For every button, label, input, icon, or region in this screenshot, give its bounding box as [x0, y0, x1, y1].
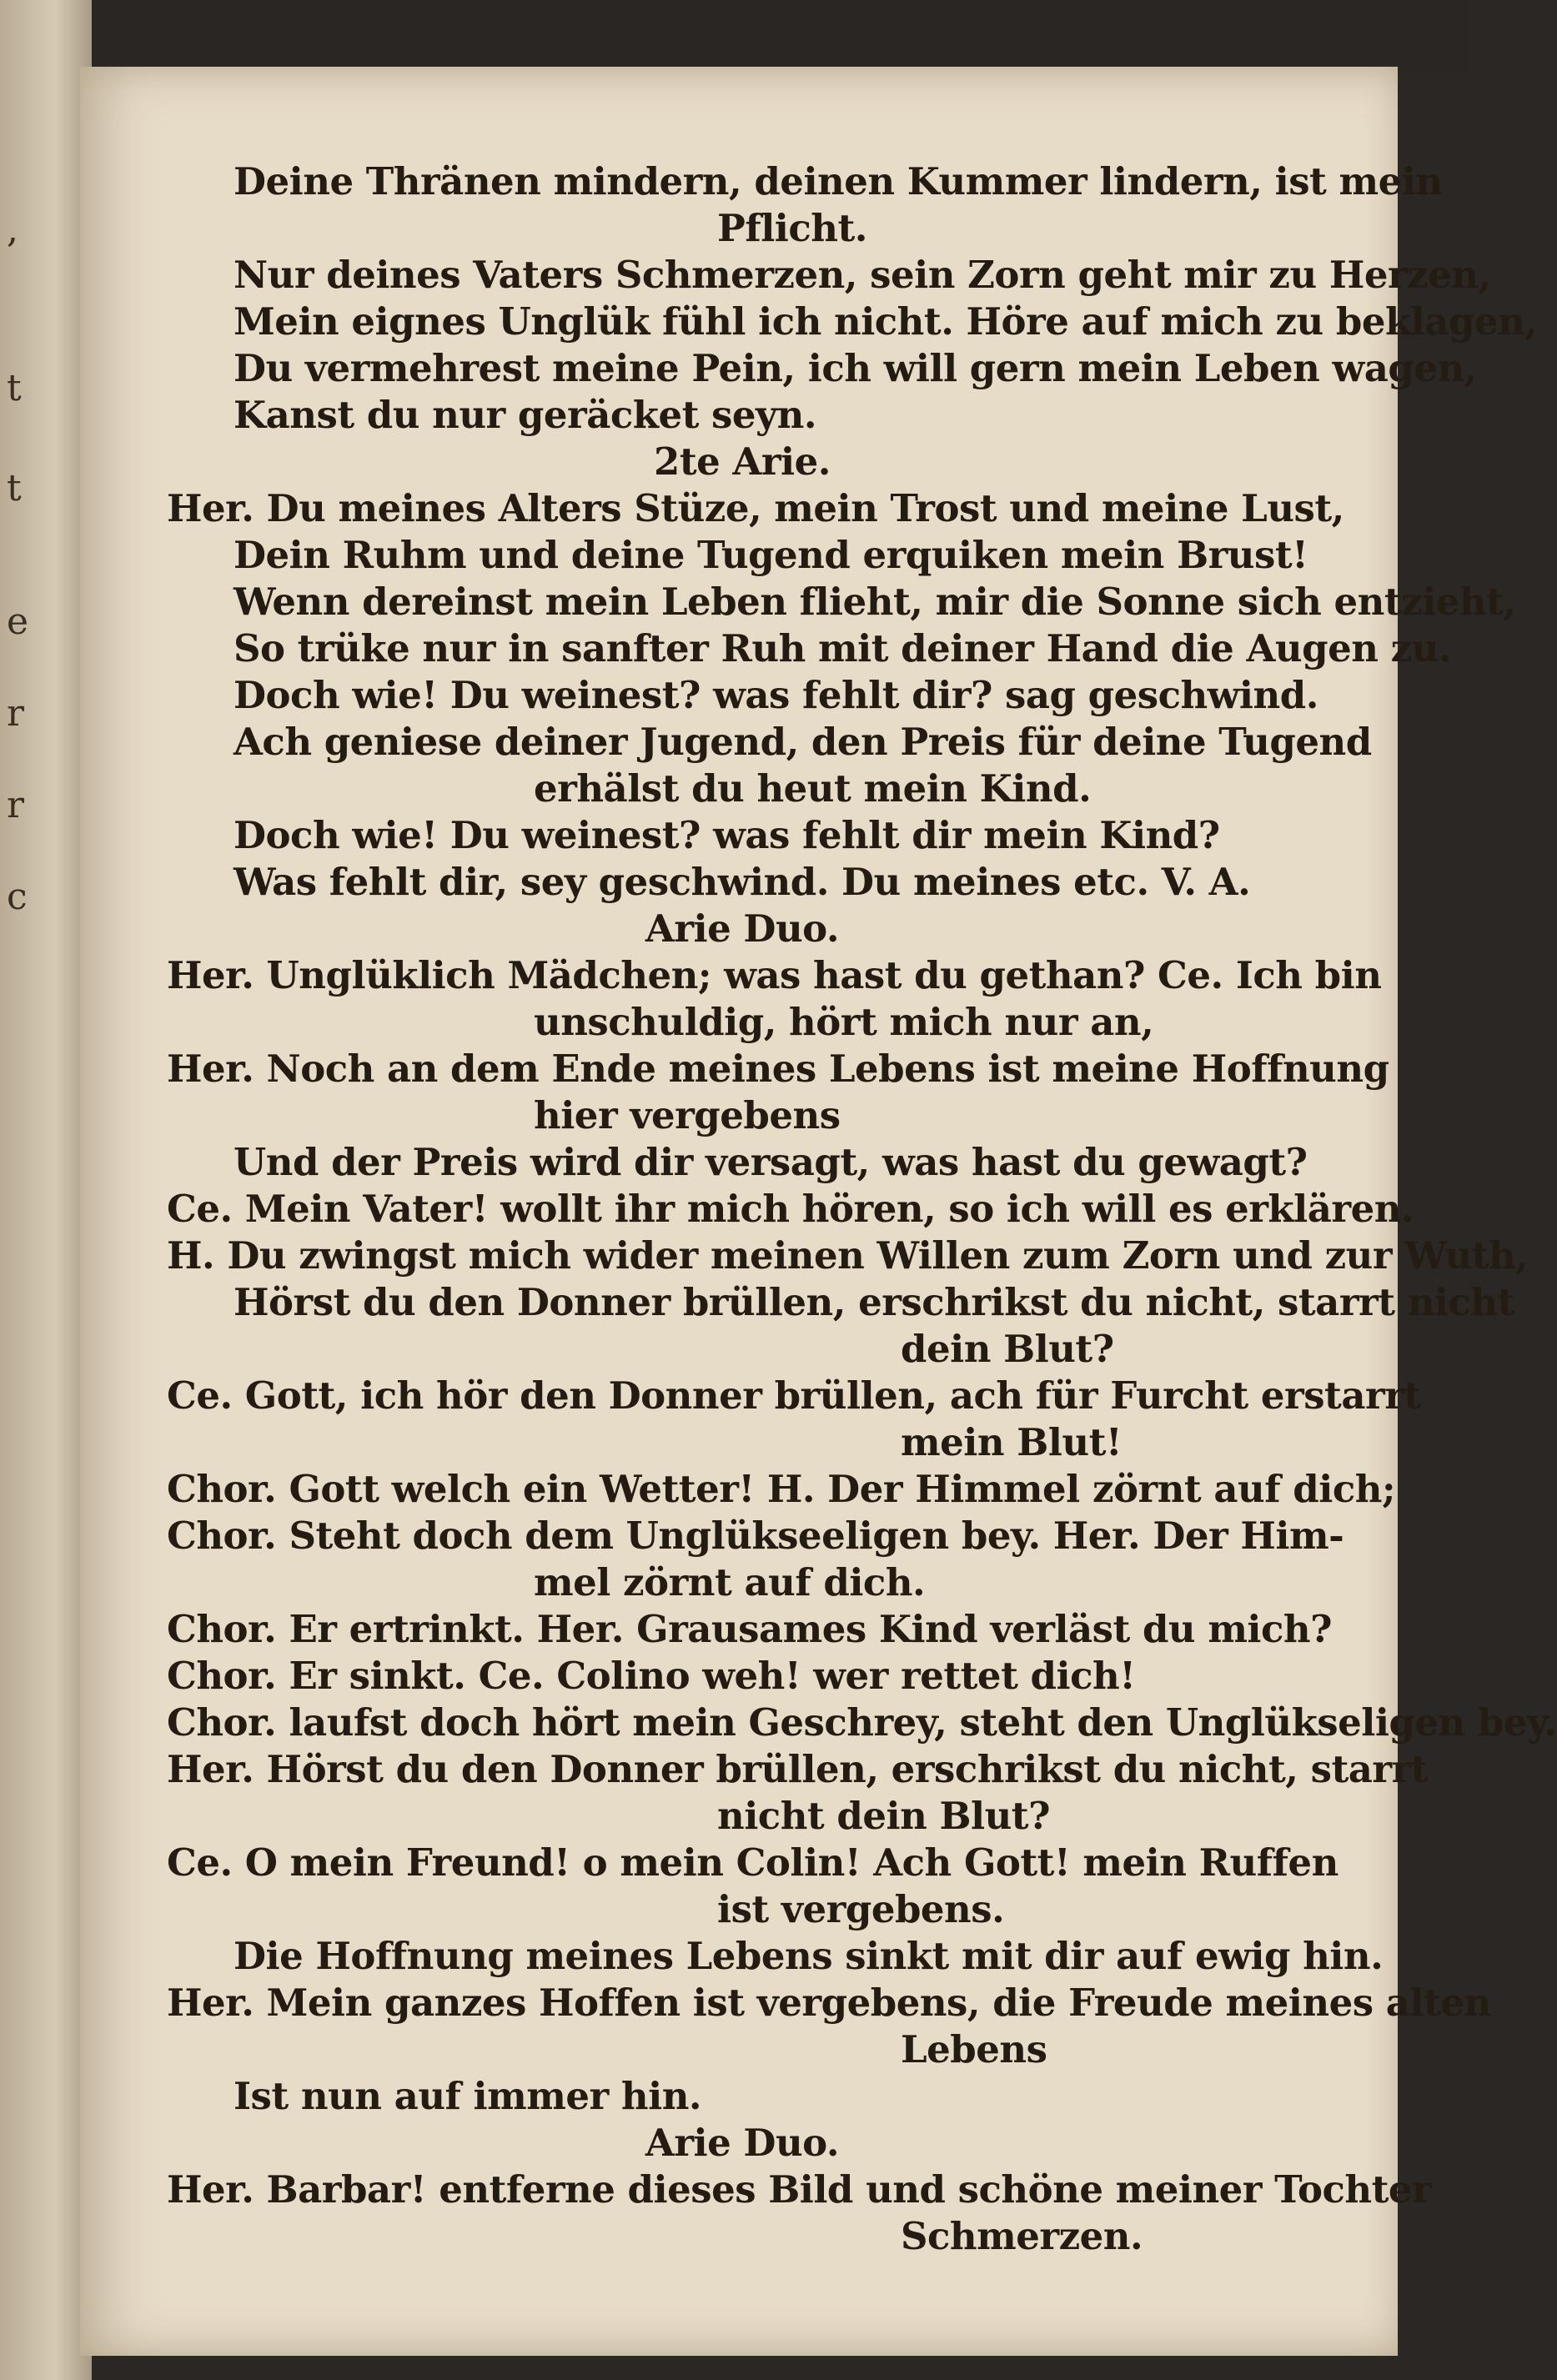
text-line: Mein eignes Unglük fühl ich nicht. Höre auf mich zu beklagen, — [234, 299, 1538, 344]
margin-glyph: , — [7, 208, 18, 251]
text-line: Ist nun auf immer hin. — [234, 2074, 702, 2118]
text-line: dein Blut? — [901, 1327, 1114, 1371]
text-line: Wenn dereinst mein Leben flieht, mir die Sonne sich entzieht, — [234, 580, 1516, 624]
text-line: erhälst du heut mein Kind. — [534, 766, 1092, 811]
text-line: Chor. laufst doch hört mein Geschrey, steht den Unglükseligen bey. — [167, 1700, 1557, 1745]
text-line: hier vergebens — [534, 1093, 841, 1137]
text-line: Her. Noch an dem Ende meines Lebens ist meine Hoffnung — [167, 1047, 1389, 1091]
margin-glyph: r — [7, 784, 25, 826]
text-line: So trüke nur in sanfter Ruh mit deiner Hand die Augen zu. — [234, 626, 1452, 670]
text-line: Her. Hörst du den Donner brüllen, erschrikst du nicht, starrt — [167, 1747, 1429, 1791]
text-line: Ach geniese deiner Jugend, den Preis für deine Tugend — [234, 720, 1372, 764]
margin-glyph: t — [7, 367, 22, 409]
text-line: Kanst du nur geräcket seyn. — [234, 393, 817, 437]
section-heading: Arie Duo. — [645, 2121, 840, 2165]
margin-glyph: r — [7, 692, 25, 735]
text-line: Doch wie! Du weinest? was fehlt dir mein Kind? — [234, 813, 1220, 857]
margin-glyph: e — [7, 600, 29, 643]
text-line: Ce. O mein Freund! o mein Colin! Ach Gott! mein Ruffen — [167, 1840, 1339, 1885]
text-line: Schmerzen. — [901, 2214, 1143, 2258]
text-line: Chor. Er sinkt. Ce. Colino weh! wer rettet dich! — [167, 1654, 1136, 1698]
text-line: Die Hoffnung meines Lebens sinkt mit dir auf ewig hin. — [234, 1934, 1384, 1978]
text-line: Lebens — [901, 2027, 1047, 2071]
text-line: Hörst du den Donner brüllen, erschrikst du nicht, starrt nicht — [234, 1280, 1514, 1324]
previous-page-margin — [0, 0, 50, 2380]
text-line: Her. Unglüklich Mädchen; was hast du gethan? Ce. Ich bin — [167, 953, 1382, 997]
text-line: Chor. Er ertrinkt. Her. Grausames Kind verläst du mich? — [167, 1607, 1333, 1651]
text-line: Nur deines Vaters Schmerzen, sein Zorn geht mir zu Herzen, — [234, 253, 1491, 297]
text-line: Ce. Gott, ich hör den Donner brüllen, ach für Furcht erstarrt — [167, 1373, 1421, 1418]
text-line: ist vergebens. — [717, 1887, 1005, 1931]
text-line: mein Blut! — [901, 1420, 1123, 1464]
margin-glyph: t — [7, 467, 22, 510]
scan-background-top — [0, 0, 1469, 75]
section-heading: 2te Arie. — [654, 439, 831, 484]
page-text — [167, 158, 1557, 2260]
text-line: H. Du zwingst mich wider meinen Willen zum Zorn und zur Wuth, — [167, 1233, 1529, 1278]
text-line: Dein Ruhm und deine Tugend erquiken mein Brust! — [234, 533, 1308, 577]
text-line: Her. Du meines Alters Stüze, mein Trost und meine Lust, — [167, 486, 1344, 530]
text-line: Deine Thränen mindern, deinen Kummer lindern, ist mein — [234, 159, 1443, 203]
text-line: Her. Mein ganzes Hoffen ist vergebens, die Freude meines alten — [167, 1981, 1491, 2025]
text-line: Pflicht. — [717, 206, 867, 250]
text-line: Chor. Steht doch dem Unglükseeligen bey. Her. Der Him- — [167, 1514, 1344, 1558]
text-line: Du vermehrest meine Pein, ich will gern mein Leben wagen, — [234, 346, 1477, 390]
text-line: Doch wie! Du weinest? was fehlt dir? sag geschwind. — [234, 673, 1318, 717]
text-line: Und der Preis wird dir versagt, was hast du gewagt? — [234, 1140, 1308, 1184]
margin-glyph: c — [7, 876, 28, 918]
text-line: nicht dein Blut? — [717, 1794, 1050, 1838]
section-heading: Arie Duo. — [645, 906, 840, 951]
text-line: unschuldig, hört mich nur an, — [534, 1000, 1154, 1044]
text-line: Was fehlt dir, sey geschwind. Du meines etc. V. A. — [234, 860, 1251, 904]
text-line: Ce. Mein Vater! wollt ihr mich hören, so ich will es erklären. — [167, 1187, 1414, 1231]
text-line: Chor. Gott welch ein Wetter! H. Der Himmel zörnt auf dich; — [167, 1467, 1396, 1511]
text-line: mel zörnt auf dich. — [534, 1560, 926, 1604]
text-line: Her. Barbar! entferne dieses Bild und schöne meiner Tochter — [167, 2167, 1432, 2212]
